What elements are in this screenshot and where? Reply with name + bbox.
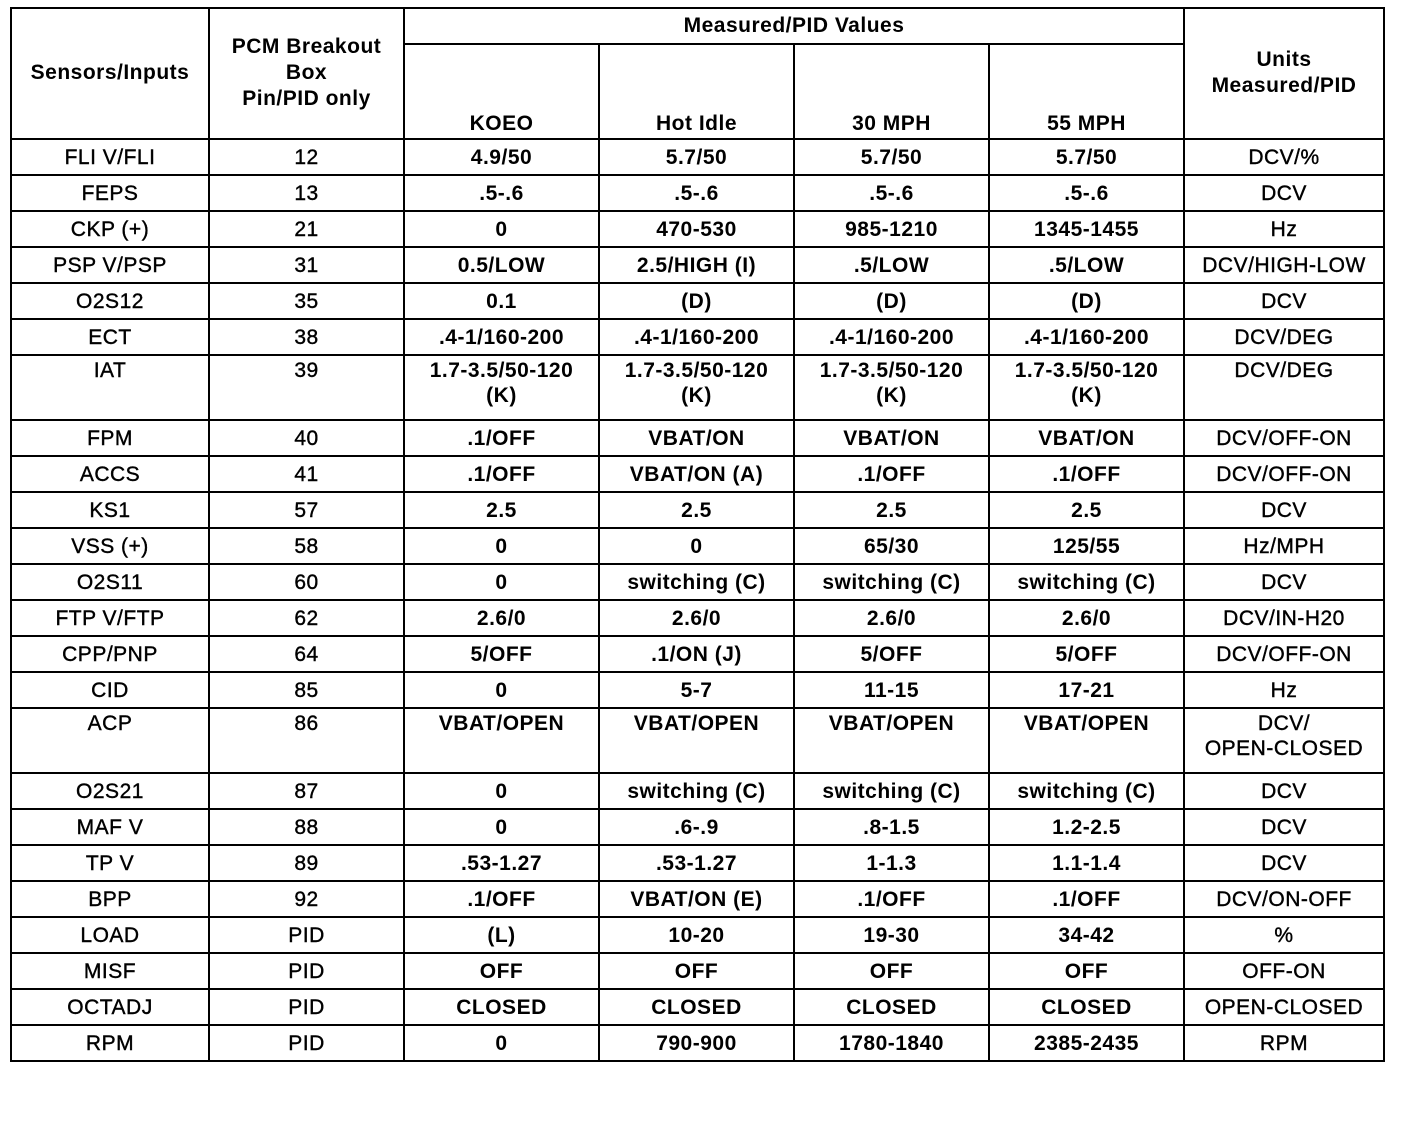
mph30-cell: 65/30 (794, 528, 989, 564)
mph30-header: 30 MPH (794, 44, 989, 139)
mph55-cell: VBAT/ON (989, 420, 1184, 456)
koeo-cell: 0 (404, 809, 599, 845)
hot-idle-cell: 2.5 (599, 492, 794, 528)
pin-cell: 39 (209, 355, 404, 420)
units-cell (1184, 708, 1384, 773)
units-cell-line: DCV/ (1257, 712, 1311, 735)
sensor-cell: FEPS (11, 175, 209, 211)
koeo-cell: 0 (404, 564, 599, 600)
mph55-cell: (D) (989, 283, 1184, 319)
hot-idle-cell (599, 355, 794, 420)
pin-cell: 92 (209, 881, 404, 917)
koeo-cell: 0.5/LOW (404, 247, 599, 283)
sensor-cell: CID (11, 672, 209, 708)
table-row (11, 881, 1384, 917)
sensor-cell: ACCS (11, 456, 209, 492)
mph30-cell: 2.5 (794, 492, 989, 528)
mph55-cell: 2.5 (989, 492, 1184, 528)
mph55-cell: .1/OFF (989, 881, 1184, 917)
mph30-cell: .5-.6 (794, 175, 989, 211)
table-row (11, 672, 1384, 708)
koeo-cell: (L) (404, 917, 599, 953)
units-cell: DCV/OFF-ON (1184, 456, 1384, 492)
table-row (11, 845, 1384, 881)
koeo-cell: 2.6/0 (404, 600, 599, 636)
table-row (11, 247, 1384, 283)
mph30-cell: .5/LOW (794, 247, 989, 283)
hot-idle-cell: 470-530 (599, 211, 794, 247)
units-cell: DCV (1184, 845, 1384, 881)
hot-idle-cell: CLOSED (599, 989, 794, 1025)
pin-cell: 21 (209, 211, 404, 247)
hot-idle-header: Hot Idle (599, 44, 794, 139)
koeo-cell: VBAT/OPEN (404, 708, 599, 773)
hot-idle-cell: 5.7/50 (599, 139, 794, 175)
table-row (11, 809, 1384, 845)
units-cell: DCV (1184, 773, 1384, 809)
mph30-cell: 2.6/0 (794, 600, 989, 636)
pin-cell: 89 (209, 845, 404, 881)
koeo-cell: 4.9/50 (404, 139, 599, 175)
sensor-cell: KS1 (11, 492, 209, 528)
hot-idle-cell: 0 (599, 528, 794, 564)
sensor-cell: OCTADJ (11, 989, 209, 1025)
mph55-cell: 2385-2435 (989, 1025, 1184, 1061)
pin-cell: 58 (209, 528, 404, 564)
mph30-cell: VBAT/OPEN (794, 708, 989, 773)
units-header-line: Units (1256, 48, 1312, 71)
pin-cell: PID (209, 989, 404, 1025)
mph30-cell-line: 1.7-3.5/50-120 (819, 359, 964, 382)
units-cell: DCV (1184, 175, 1384, 211)
koeo-cell (404, 355, 599, 420)
units-cell: DCV/HIGH-LOW (1184, 247, 1384, 283)
pin-cell: 41 (209, 456, 404, 492)
table-row (11, 355, 1384, 420)
table-row (11, 319, 1384, 355)
mph55-cell: switching (C) (989, 564, 1184, 600)
sensor-cell: MAF V (11, 809, 209, 845)
units-cell: DCV (1184, 283, 1384, 319)
sensor-cell: ECT (11, 319, 209, 355)
hot-idle-cell-line: 1.7-3.5/50-120 (624, 359, 769, 382)
units-cell: DCV (1184, 564, 1384, 600)
table-row (11, 528, 1384, 564)
koeo-cell: .1/OFF (404, 456, 599, 492)
table-row (11, 139, 1384, 175)
sensor-cell: O2S21 (11, 773, 209, 809)
units-cell: DCV/DEG (1184, 355, 1384, 420)
mph30-cell: .4-1/160-200 (794, 319, 989, 355)
units-header (1184, 8, 1384, 139)
pin-header (209, 8, 404, 139)
table-row (11, 283, 1384, 319)
mph55-cell: .5-.6 (989, 175, 1184, 211)
table-row (11, 636, 1384, 672)
hot-idle-cell: (D) (599, 283, 794, 319)
hot-idle-cell: VBAT/OPEN (599, 708, 794, 773)
sensors-header: Sensors/Inputs (11, 8, 209, 139)
mph55-cell: VBAT/OPEN (989, 708, 1184, 773)
table-body (11, 139, 1384, 1061)
hot-idle-cell-line: (K) (681, 384, 712, 407)
mph30-cell: 19-30 (794, 917, 989, 953)
mph55-cell: 5/OFF (989, 636, 1184, 672)
table-row (11, 456, 1384, 492)
pin-cell: PID (209, 953, 404, 989)
pin-cell: 13 (209, 175, 404, 211)
pin-cell: 40 (209, 420, 404, 456)
mph55-cell: 125/55 (989, 528, 1184, 564)
pin-cell: 57 (209, 492, 404, 528)
pin-cell: 60 (209, 564, 404, 600)
units-cell: DCV (1184, 809, 1384, 845)
koeo-cell: 0 (404, 528, 599, 564)
sensor-cell: PSP V/PSP (11, 247, 209, 283)
mph30-cell: 1780-1840 (794, 1025, 989, 1061)
table-row (11, 600, 1384, 636)
mph30-cell: VBAT/ON (794, 420, 989, 456)
units-cell: OPEN-CLOSED (1184, 989, 1384, 1025)
hot-idle-cell: VBAT/ON (A) (599, 456, 794, 492)
pin-cell: 85 (209, 672, 404, 708)
koeo-cell-line: (K) (486, 384, 517, 407)
hot-idle-cell: .1/ON (J) (599, 636, 794, 672)
mph30-cell: 985-1210 (794, 211, 989, 247)
mph55-cell: CLOSED (989, 989, 1184, 1025)
mph55-cell: 17-21 (989, 672, 1184, 708)
mph55-cell: OFF (989, 953, 1184, 989)
units-cell: Hz (1184, 672, 1384, 708)
koeo-cell: .1/OFF (404, 420, 599, 456)
pin-header-line: Box (285, 61, 328, 84)
mph30-cell: switching (C) (794, 773, 989, 809)
koeo-cell: .53-1.27 (404, 845, 599, 881)
koeo-cell: 2.5 (404, 492, 599, 528)
pin-cell: 38 (209, 319, 404, 355)
units-cell: DCV/DEG (1184, 319, 1384, 355)
pin-cell: PID (209, 1025, 404, 1061)
koeo-cell: 0 (404, 1025, 599, 1061)
mph30-cell (794, 355, 989, 420)
hot-idle-cell: 10-20 (599, 917, 794, 953)
hot-idle-cell: .5-.6 (599, 175, 794, 211)
units-cell: RPM (1184, 1025, 1384, 1061)
mph30-cell-line: (K) (876, 384, 907, 407)
hot-idle-cell: 5-7 (599, 672, 794, 708)
mph30-cell: .1/OFF (794, 456, 989, 492)
koeo-header: KOEO (404, 44, 599, 139)
mph30-cell: OFF (794, 953, 989, 989)
table-row (11, 989, 1384, 1025)
sensor-cell: O2S12 (11, 283, 209, 319)
table-row (11, 1025, 1384, 1061)
mph30-cell: .8-1.5 (794, 809, 989, 845)
mph55-cell-line: (K) (1071, 384, 1102, 407)
hot-idle-cell: switching (C) (599, 773, 794, 809)
sensor-cell: TP V (11, 845, 209, 881)
units-header-line: Measured/PID (1211, 74, 1357, 97)
mph55-cell: 5.7/50 (989, 139, 1184, 175)
pin-cell: 88 (209, 809, 404, 845)
measured-values-header: Measured/PID Values (404, 8, 1184, 44)
table-row (11, 420, 1384, 456)
mph30-cell: 1-1.3 (794, 845, 989, 881)
units-cell: OFF-ON (1184, 953, 1384, 989)
hot-idle-cell: 2.6/0 (599, 600, 794, 636)
hot-idle-cell: VBAT/ON (599, 420, 794, 456)
koeo-cell: .5-.6 (404, 175, 599, 211)
table-row (11, 564, 1384, 600)
koeo-cell-line: 1.7-3.5/50-120 (429, 359, 574, 382)
pin-cell: 31 (209, 247, 404, 283)
table-row (11, 708, 1384, 773)
table-row (11, 773, 1384, 809)
koeo-cell: 0 (404, 211, 599, 247)
pin-cell: 86 (209, 708, 404, 773)
mph55-cell: .1/OFF (989, 456, 1184, 492)
koeo-cell: 0 (404, 672, 599, 708)
units-cell-line: OPEN-CLOSED (1204, 737, 1364, 760)
mph30-cell: (D) (794, 283, 989, 319)
pin-cell: 87 (209, 773, 404, 809)
units-cell: DCV/IN-H20 (1184, 600, 1384, 636)
hot-idle-cell: OFF (599, 953, 794, 989)
pid-values-table (10, 7, 1385, 1062)
mph55-cell: 1.2-2.5 (989, 809, 1184, 845)
pin-header-line: Pin/PID only (242, 87, 371, 110)
sensor-cell: O2S11 (11, 564, 209, 600)
koeo-cell: OFF (404, 953, 599, 989)
koeo-cell: CLOSED (404, 989, 599, 1025)
sensor-cell: RPM (11, 1025, 209, 1061)
table-row (11, 917, 1384, 953)
units-cell: DCV/OFF-ON (1184, 636, 1384, 672)
mph30-cell: CLOSED (794, 989, 989, 1025)
units-cell: DCV/% (1184, 139, 1384, 175)
mph30-cell: 5.7/50 (794, 139, 989, 175)
pin-cell: 12 (209, 139, 404, 175)
mph55-header: 55 MPH (989, 44, 1184, 139)
mph55-cell: .5/LOW (989, 247, 1184, 283)
hot-idle-cell: 790-900 (599, 1025, 794, 1061)
table-row (11, 211, 1384, 247)
hot-idle-cell: switching (C) (599, 564, 794, 600)
table-row (11, 175, 1384, 211)
koeo-cell: 0 (404, 773, 599, 809)
mph55-cell: 1.1-1.4 (989, 845, 1184, 881)
mph30-cell: 5/OFF (794, 636, 989, 672)
hot-idle-cell: VBAT/ON (E) (599, 881, 794, 917)
koeo-cell: .1/OFF (404, 881, 599, 917)
mph55-cell: 2.6/0 (989, 600, 1184, 636)
mph55-cell: 1345-1455 (989, 211, 1184, 247)
sensor-cell: IAT (11, 355, 209, 420)
sensor-cell: BPP (11, 881, 209, 917)
koeo-cell: 0.1 (404, 283, 599, 319)
table-row (11, 953, 1384, 989)
pin-cell: 64 (209, 636, 404, 672)
units-cell: DCV (1184, 492, 1384, 528)
pin-cell: PID (209, 917, 404, 953)
pin-cell: 62 (209, 600, 404, 636)
mph55-cell-line: 1.7-3.5/50-120 (1014, 359, 1159, 382)
mph55-cell: switching (C) (989, 773, 1184, 809)
mph55-cell: 34-42 (989, 917, 1184, 953)
units-cell: DCV/OFF-ON (1184, 420, 1384, 456)
sensor-cell: VSS (+) (11, 528, 209, 564)
hot-idle-cell: 2.5/HIGH (I) (599, 247, 794, 283)
mph55-cell (989, 355, 1184, 420)
koeo-cell: 5/OFF (404, 636, 599, 672)
mph30-cell: switching (C) (794, 564, 989, 600)
mph30-cell: .1/OFF (794, 881, 989, 917)
sensor-cell: LOAD (11, 917, 209, 953)
units-cell: % (1184, 917, 1384, 953)
table-row (11, 492, 1384, 528)
sensor-cell: CPP/PNP (11, 636, 209, 672)
sensor-cell: MISF (11, 953, 209, 989)
hot-idle-cell: .53-1.27 (599, 845, 794, 881)
sensor-cell: CKP (+) (11, 211, 209, 247)
pin-cell: 35 (209, 283, 404, 319)
units-cell: DCV/ON-OFF (1184, 881, 1384, 917)
mph55-cell: .4-1/160-200 (989, 319, 1184, 355)
sensor-cell: FTP V/FTP (11, 600, 209, 636)
sensor-cell: FLI V/FLI (11, 139, 209, 175)
hot-idle-cell: .6-.9 (599, 809, 794, 845)
units-cell: Hz/MPH (1184, 528, 1384, 564)
mph30-cell: 11-15 (794, 672, 989, 708)
sensor-cell: FPM (11, 420, 209, 456)
koeo-cell: .4-1/160-200 (404, 319, 599, 355)
hot-idle-cell: .4-1/160-200 (599, 319, 794, 355)
pin-header-line: PCM Breakout (231, 35, 382, 58)
sensor-cell: ACP (11, 708, 209, 773)
units-cell: Hz (1184, 211, 1384, 247)
